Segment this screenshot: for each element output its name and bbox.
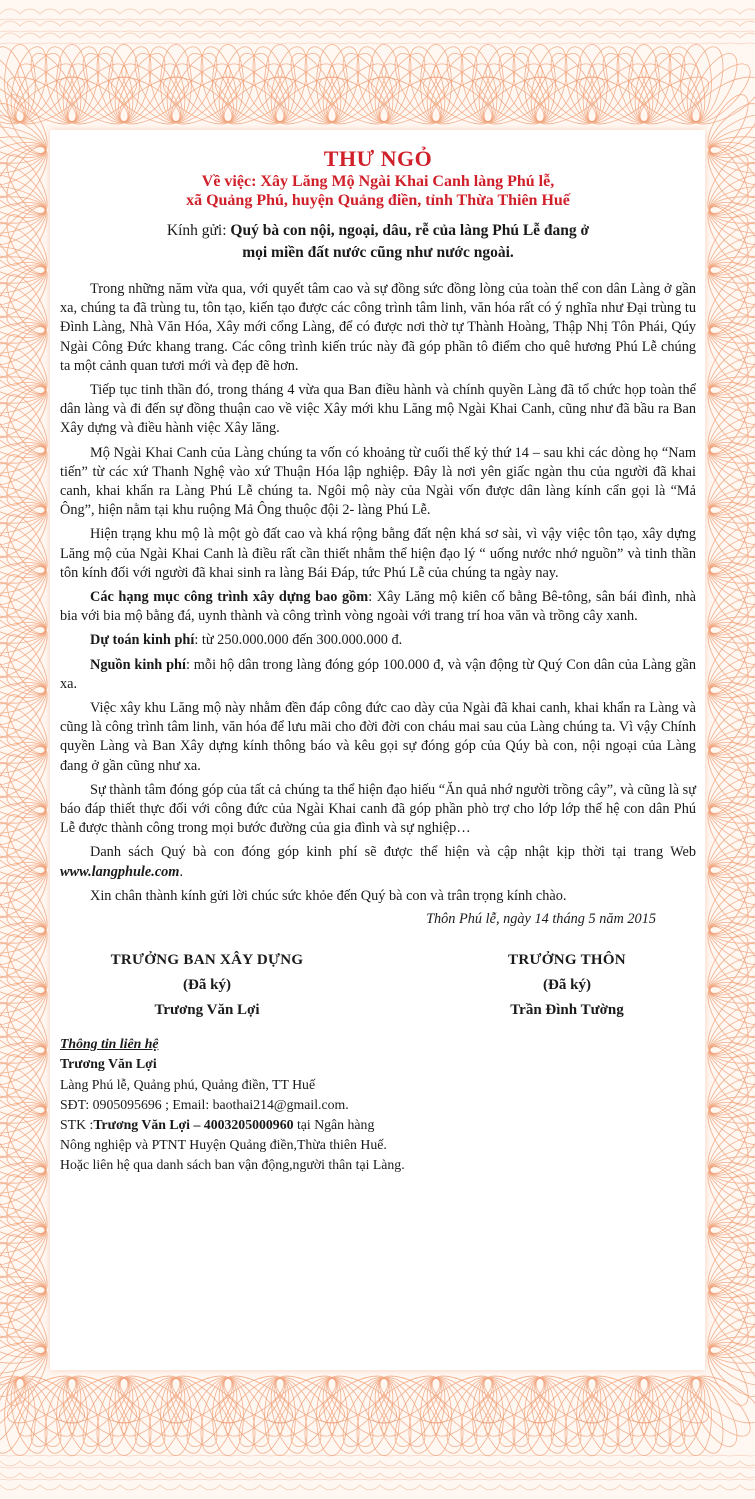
signature-left-signed: (Đã ký) [183,977,231,994]
contact-phone-email: SĐT: 0905095696 ; Email: baothai214@gmail.com. [60,1096,349,1112]
paragraph-5 [60,588,696,626]
paragraph-3: Mộ Ngài Khai Canh của Làng chúng ta vốn có khoảng từ cuối thế kỷ thứ 14 – sau khi các dòng họ “Nam tiến” từ các xứ Thanh Nghệ vào xứ Thuận Hóa lập nghiệp. Đây là nơi yên giấc ngàn thu của người đã khai canh, khai khẩn ra Làng Phú Lễ chúng ta. Ngôi mộ này của Ngài vốn được dân làng kính cẩn gọi là “Mả Ông”, hiện nằm tại khu ruộng Mả Ông thuộc đội 2- làng Phú Lễ. [60,444,696,519]
open-letter [60,146,696,1176]
paragraph-10 [60,843,696,881]
contact-info [60,1034,696,1175]
subject-line-1: Về việc: Xây Lăng Mộ Ngài Khai Canh làng Phú lễ, [201,173,555,190]
signature-left-role: TRƯỞNG BAN XÂY DỰNG [110,952,304,969]
letter-title: THƯ NGỎ [323,146,433,171]
greeting [60,220,696,264]
signature-right [456,948,678,1023]
account-prefix: STK : [60,1116,94,1132]
greeting-prefix: Kính gửi: [166,222,231,239]
paragraph-9: Sự thành tâm đóng góp của tất cả chúng ta thể hiện đạo hiếu “Ăn quả nhớ người trồng cây”, và cũng là sự báo đáp thiết thực đối với công đức của Ngài Khai canh đã góp phần phò trợ cho lớp lớp thế hệ con dân Phú Lễ được thành công trong mọi bước đường của gia đình và sự nghiệp… [60,781,696,837]
paragraph-4: Hiện trạng khu mộ là một gò đất cao và khá rộng bằng đất nện khá sơ sài, vì vậy việc tôn tạo, xây dựng Lăng mộ của Ngài Khai Canh là điều rất cần thiết nhằm thể hiện đạo lý “ uống nước nhớ nguồn” và tinh thần tôn kính đối với người đã khai sinh ra làng Bái Đáp, tức Phú Lễ của chúng ta ngày nay. [60,526,696,581]
items-text: : Xây Lăng mộ kiên cố bằng Bê-tông, sân bái đình, nhà bia với bia mộ bằng đá, uynh thành và công trình vòng ngoài với trang trí hoa văn và trồng cây xanh. [60,589,696,625]
contact-address: Làng Phú lễ, Quảng phú, Quảng điền, TT Huế [60,1076,316,1092]
contact-account [60,1115,696,1135]
subject-line-2: xã Quảng Phú, huyện Quảng điền, tỉnh Thừa Thiên Huế [186,192,570,209]
contact-title: Thông tin liên hệ [60,1036,159,1052]
paragraph-1: Trong những năm vừa qua, với quyết tâm cao và sự đồng sức đồng lòng của toàn thể con dân Làng ở gần xa, chúng ta đã trùng tu, tôn tạo, kiến tạo được các công trình tâm linh, văn hóa rất có ý nghĩa như Đại trùng tu Đình Làng, Nhà Văn Hóa, Xây mới cổng Làng, để có được nơi thờ tự Thành Hoàng, Thập Nhị Tôn Phái, Qúy Ngài Công Đức khang trang. Các công trình kiến trúc này đã góp phần tô điểm cho quê hương Phú Lễ chúng ta một cảnh quan tươi mới và đẹp đẽ hơn. [60,281,696,374]
funding-label: Nguồn kinh phí [90,656,186,673]
place-date: Thôn Phú lễ, ngày 14 tháng 5 năm 2015 [426,911,656,928]
paragraph-7 [60,656,696,694]
paragraph-2: Tiếp tục tinh thần đó, trong tháng 4 vừa qua Ban điều hành và chính quyền Làng đã tổ chức họp toàn thể dân làng và đi đến sự đồng thuận cao về việc Xây mới khu Lăng mộ Ngài Khai Canh, cũng như đã bầu ra Ban Xây dựng và điều hành việc Xây lăng. [60,382,696,437]
greeting-recipients-1: Quý bà con nội, ngoại, dâu, rễ của làng Phú Lễ đang ở [230,222,590,239]
signature-left [78,948,336,1023]
account-name-number: Trương Văn Lợi – 4003205000960 [93,1116,294,1132]
funding-text: : mỗi hộ dân trong làng đóng góp 100.000 đ, và vận động từ Quý Con dân của Làng gần xa. [60,656,696,692]
budget-label: Dự toán kinh phí [90,632,195,649]
signature-right-name: Trần Đình Tường [510,1002,624,1019]
signature-right-role: TRƯỞNG THÔN [508,952,626,969]
contact-name: Trương Văn Lợi [60,1056,157,1072]
signatures [60,948,696,1028]
greeting-recipients-2: mọi miền đất nước cũng như nước ngoài. [242,244,514,261]
account-suffix: tại Ngân hàng [293,1116,375,1132]
website-end: . [179,863,184,880]
contact-other: Hoặc liên hệ qua danh sách ban vận động,người thân tại Làng. [60,1157,405,1173]
paragraph-11: Xin chân thành kính gửi lời chúc sức khỏe đến Quý bà con và trân trọng kính chào. [90,887,567,904]
paragraph-8: Việc xây khu Lăng mộ này nhằm đền đáp công đức cao dày của Ngài đã khai canh, khai khẩn ra Làng và cũng là công trình tâm linh, văn hóa để lưu mãi cho đời đời con cháu mai sau của Làng chúng ta. Vì vậy Chính quyền Làng và Ban Xây dựng kính thông báo và kêu gọi sự đóng góp của Qúy bà con, nội ngoại của Làng đang ở gần cũng như xa. [60,700,696,774]
website-link[interactable]: www.langphule.com [60,863,180,880]
signature-left-name: Trương Văn Lợi [154,1002,260,1019]
items-label: Các hạng mục công trình xây dựng bao gồm [90,589,369,606]
contact-bank: Nông nghiệp và PTNT Huyện Quảng điền,Thừa thiên Huế. [60,1137,387,1153]
signature-right-signed: (Đã ký) [543,977,591,994]
budget-text: : từ 250.000.000 đến 300.000.000 đ. [194,632,403,649]
paragraph-6 [60,631,696,650]
website-text: Danh sách Quý bà con đóng góp kinh phí sẽ được thể hiện và cập nhật kịp thời tại trang Web [90,844,696,861]
